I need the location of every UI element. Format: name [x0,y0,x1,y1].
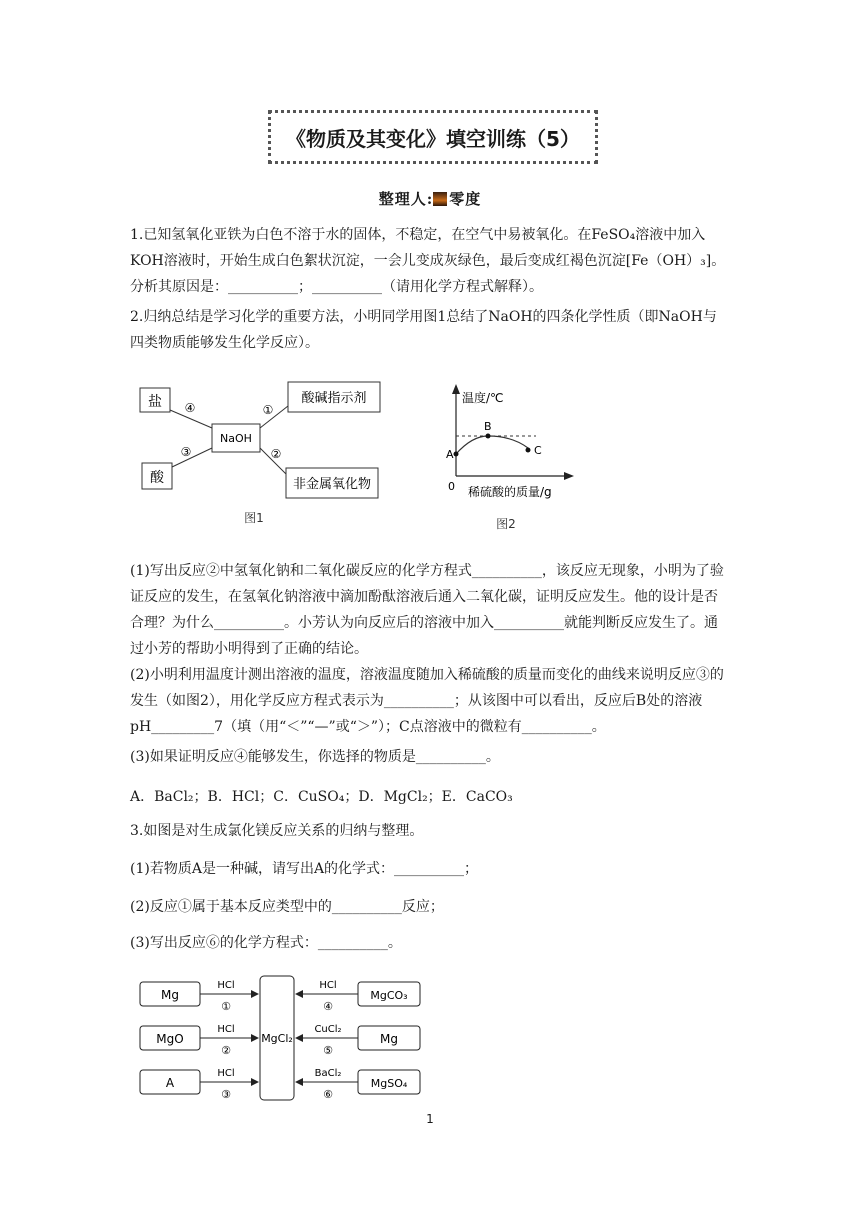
fig3-left-num-3: ③ [221,1088,231,1101]
fig2-xlabel: 稀硫酸的质量/g [468,485,552,499]
fig2-label-c: C [534,444,542,457]
fig3-left-num-1: ① [221,1000,231,1013]
author-label: 整理人: [378,190,434,208]
fig2-point-c [526,448,531,453]
fig3-right-num-2: ⑤ [323,1044,333,1057]
question-2-options: A．BaCl₂；B．HCl；C．CuSO₄；D．MgCl₂；E．CaCO₃ [130,789,513,805]
question-3-2: (2)反应①属于基本反应类型中的__________反应； [130,899,444,915]
fig3-left-reagent-1: HCl [217,980,235,991]
fig3-right-reagent-1: HCl [319,980,337,991]
fig3-left-3: A [165,1076,175,1090]
fig3-left-1: Mg [161,988,179,1002]
fig3-right-num-1: ④ [323,1000,333,1013]
figure-2 [440,380,590,544]
question-2-intro: 2.归纳总结是学习化学的重要方法，小明同学用图1总结了NaOH的四条化学性质（即NaOH与四类物质能够发生化学反应）。 [130,309,717,351]
question-3-1: (1)若物质A是一种碱，请写出A的化学式：__________； [130,861,479,877]
fig2-origin: 0 [448,480,455,493]
fig3-left-num-2: ② [221,1044,231,1057]
page-number: 1 [426,1112,434,1126]
fig1-num-4: ④ [184,401,196,415]
fig3-right-2: Mg [380,1032,398,1046]
figure-3 [130,968,430,1112]
title-text: 《物质及其变化》填空训练（5） [286,126,580,151]
author-name: 零度 [449,190,482,208]
fig2-point-b [486,434,491,439]
question-3-3: (3)写出反应⑥的化学方程式：__________。 [130,935,402,951]
fig3-right-num-3: ⑥ [323,1088,333,1101]
fig3-right-1: MgCO₃ [370,989,408,1002]
fig3-right-3: MgSO₄ [370,1077,408,1090]
fig2-caption: 图2 [496,517,516,531]
fig1-num-2: ② [270,447,282,461]
fig3-left-reagent-3: HCl [217,1068,235,1079]
fig1-acid: 酸 [150,470,164,486]
fig1-indicator: 酸碱指示剂 [301,391,367,406]
fig3-right-reagent-2: CuCl₂ [314,1024,342,1035]
fig1-num-3: ③ [180,445,192,459]
page-title [268,110,598,164]
question-3-intro: 3.如图是对生成氯化镁反应关系的归纳与整理。 [130,823,424,839]
question-2-1: (1)写出反应②中氢氧化钠和二氧化碳反应的化学方程式__________，该反应无现象，小明为了验证反应的发生，在氢氧化钠溶液中滴加酚酞溶液后通入二氧化碳，证明反应发生。他的设计是否合理？为什么__________。小芳认为向反应后的溶液中加入__________就能判断反应发生了。通过小芳的帮助小明得到了正确的结论。 [130,563,724,657]
question-2-2: (2)小明利用温度计测出溶液的温度，溶液温度随加入稀硫酸的质量而变化的曲线来说明反应③的发生（如图2），用化学反应方程式表示为__________；从该图中可以看出，反应后B处的溶液pH_________7（填（用“＜”“—”或“＞”）；C点溶液中的微粒有__________。 [130,667,724,735]
fig3-left-2: MgO [156,1032,184,1046]
fig3-left-reagent-2: HCl [217,1024,235,1035]
author-line [0,188,860,209]
fig2-label-a: A [446,448,454,461]
figure-1 [130,370,390,534]
fig2-ylabel: 温度/℃ [462,391,504,405]
fig1-salt: 盐 [148,394,162,410]
fig2-point-a [454,452,459,457]
author-logo-icon [433,192,447,206]
fig1-center: NaOH [220,432,252,445]
fig2-label-b: B [484,420,492,433]
question-2-3: (3)如果证明反应④能够发生，你选择的物质是__________。 [130,749,500,765]
fig1-nonmetal-oxide: 非金属氧化物 [292,477,372,492]
fig1-num-1: ① [262,403,274,417]
question-1: 1.已知氢氧化亚铁为白色不溶于水的固体，不稳定，在空气中易被氧化。在FeSO₄溶液中加入KOH溶液时，开始生成白色絮状沉淀，一会儿变成灰绿色，最后变成红褐色沉淀[Fe（OH）₃]。分析其原因是：__________；__________（请用化学方程式解释）。 [130,227,726,295]
fig3-right-reagent-3: BaCl₂ [314,1068,342,1079]
fig3-center: MgCl₂ [261,1032,293,1045]
fig1-caption: 图1 [244,511,264,525]
